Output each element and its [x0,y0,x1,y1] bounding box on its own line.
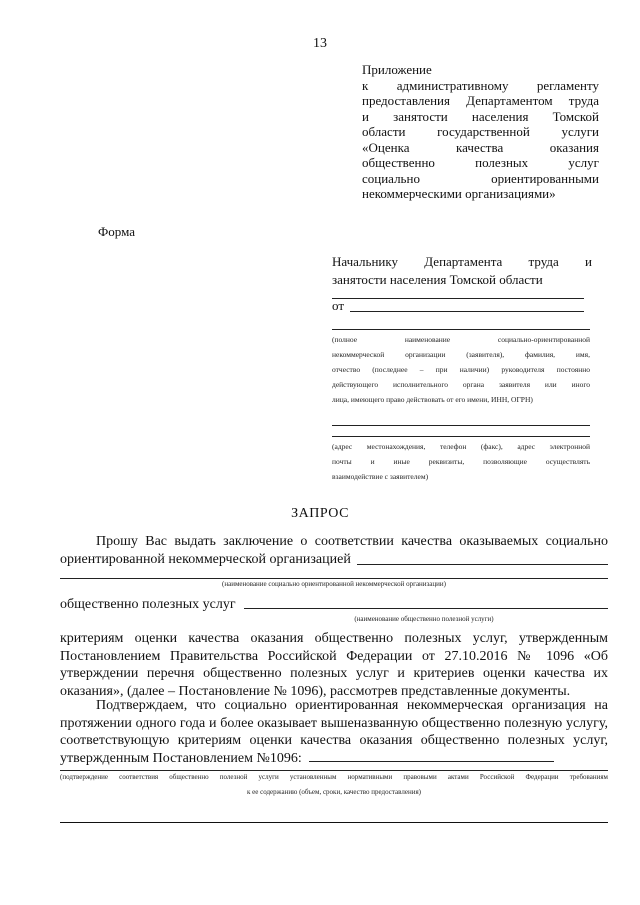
caption-line: некоммерческой организации (заявителя), фамилия, имя, [332,350,590,359]
applicant-name-line[interactable] [350,311,584,312]
appendix-line: предоставления Департаментом труда [362,93,599,108]
form-label: Форма [98,224,135,239]
bottom-separator [60,822,608,823]
from-label: от [332,298,345,313]
org-row [60,551,608,569]
address-caption [332,439,590,484]
page-number: 13 [313,36,327,51]
caption-line: действующего исполнительного органа заявителя или иного [332,380,590,389]
addressee-line-2: занятости населения Томской области [332,272,543,287]
appendix-line: социально ориентированными [362,170,599,186]
appendix-line: «Оценка качества оказания [362,139,599,155]
caption-line: лица, имеющего право действовать от его имени, ИНН, ОГРН) [332,395,533,404]
services-line[interactable] [244,608,608,609]
confirm-caption-line-1: (подтверждение соответствия общественно полезной услуги установленным нормативными правовыми актами Российской Федерации требованиям [60,773,608,781]
addressee-block [332,253,592,484]
caption-line: взаимодействие с заявителем) [332,472,429,481]
applicant-name-line-2[interactable] [332,329,590,330]
applicant-caption [332,332,590,407]
confirm-caption-line-2: к ее содержанию (объем, сроки, качество предоставления) [246,788,422,796]
appendix-line: области государственной услуги [362,124,599,139]
request-paragraph-2: критериям оценки качества оказания общественно полезных услуг, утвержденным Постановлением Правительства Российской Федерации от 27.10.2016 № 1096 «Об утверждении перечня общественно полезных услуг и критериев оценки качества их оказания», (далее – Постановление № 1096), рассмотрев представленные документы. [60,631,608,699]
caption-line: (полное наименование социально-ориентированной [332,335,590,344]
appendix-title: Приложение [362,62,432,77]
request-paragraph-3 [60,697,608,767]
addressee-line-1: Начальнику Департамента труда и [332,254,592,269]
services-label: общественно полезных услуг [60,597,236,612]
address-line-2[interactable] [332,436,590,437]
org-caption: (наименование социально ориентированной некоммерческой организации) [222,580,446,588]
caption-line: (адрес местонахождения, телефон (факс), адрес электронной [332,442,590,451]
appendix-line: к административному регламенту [362,77,599,93]
request-line-2: ориентированной некоммерческой организацией [60,551,351,567]
confirm-line-inline[interactable] [309,761,554,762]
appendix-line: и занятости населения Томской [362,108,599,124]
request-line-1: Прошу Вас выдать заключение о соответствии качества оказываемых социально [96,534,608,549]
org-name-line-2[interactable] [60,578,608,579]
request-heading: ЗАПРОС [291,506,349,521]
caption-line: почты и иные реквизиты, позволяющие осуществлять [332,457,590,466]
caption-line: отчество (последнее – при наличии) руководителя постоянно [332,365,590,374]
appendix-line: общественно полезных услуг [362,155,599,170]
address-line[interactable] [332,425,590,426]
confirm-line[interactable] [60,770,608,771]
confirm-text: Подтверждаем, что социально ориентированная некоммерческая организация на протяжении одного года и более оказывает вышеназванную общественно полезную услугу, соответствующую критериям оценки качества оказания общественно полезных услуг, утвержденным Постановлением №1096: [60,698,608,766]
appendix-block [362,62,599,202]
services-caption: (наименование общественно полезной услуги) [354,615,494,623]
request-paragraph-1 [60,533,608,568]
from-row [332,297,584,315]
services-row [60,597,608,613]
appendix-line: некоммерческими организациями» [362,186,556,201]
org-name-line[interactable] [357,564,608,565]
